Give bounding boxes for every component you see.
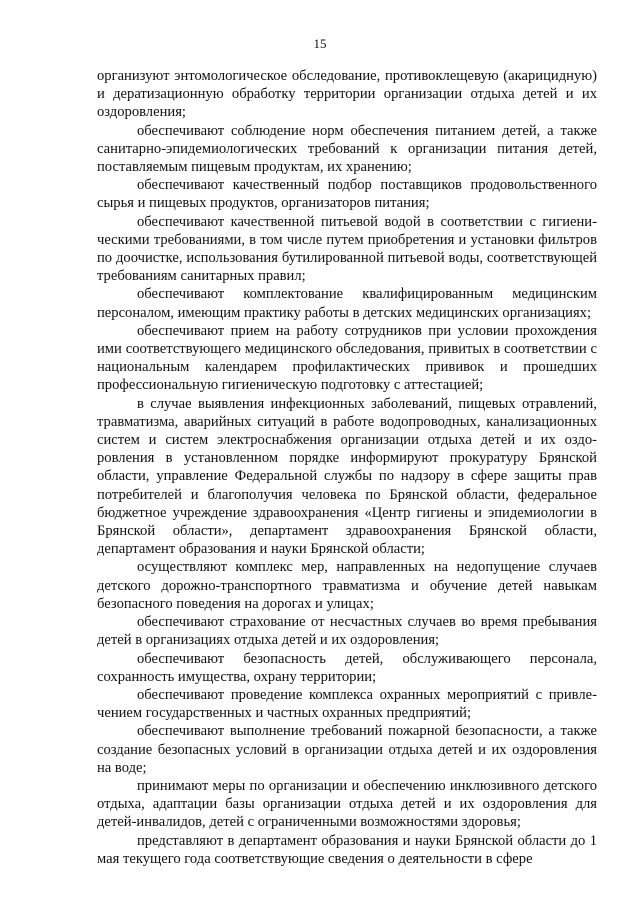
paragraph-8: осуществляют комплекс мер, направленных на недопущение случаев детского дорожно-транспортного травматизма и обучение детей навыкам безопасного поведения на дорогах и улицах; bbox=[97, 559, 597, 612]
paragraph-11: обеспечивают проведение комплекса охранных мероприятий с привлечением государственных и частных охранных предприятий; bbox=[97, 686, 597, 722]
paragraph-4: обеспечивают качественной питьевой водой в соответствии с гигиеническими требованиями, в том числе путем приобретения и установки фильтров по доочистке, использования бутилированной питьевой воды, соответствующей требованиям санитарных правил; bbox=[97, 213, 597, 285]
paragraph-6: обеспечивают прием на работу сотрудников при условии прохождения ими соответствующего медицинского обследования, привитых в соответствии с национальным календарем профилактических прививок и прошедших профессиональную гигиеническую подготовку с аттестацией; bbox=[97, 322, 597, 394]
page-number: 15 bbox=[313, 36, 327, 51]
paragraph-13: принимают меры по организации и обеспечению инклюзивного детского отдыха, адаптации базы организации отдыха детей и их оздоровления для детей-инвалидов, детей с ограниченными возможностями здоровья; bbox=[97, 777, 597, 831]
paragraph-9: обеспечивают страхование от несчастных случаев во время пребывания детей в организациях отдыха детей и их оздоровления; bbox=[97, 614, 597, 649]
paragraph-10: обеспечивают безопасность детей, обслуживающего персонала, сохранность имущества, охрану территории; bbox=[97, 650, 597, 685]
document-body bbox=[97, 67, 597, 868]
paragraph-7: в случае выявления инфекционных заболеваний, пищевых отравлений, травматизма, аварийных ситуаций в работе водопроводных, канализационных систем и систем электроснабжения организации отдыха детей и их оздоровления в установленном порядке информируют прокуратуру Брянской области, управление Федеральной службы по надзору в сфере защиты прав потребителей и благополучия человека по Брянской области, федеральное бюджетное учреждение здравоохранения «Центр гигиены и эпидемиологии в Брянской области», департамент здравоохранения Брянской области, департамент образования и науки Брянской области; bbox=[97, 395, 597, 558]
paragraph-12: обеспечивают выполнение требований пожарной безопасности, а также создание безопасных условий в организации отдыха детей и их оздоровления на воде; bbox=[97, 723, 597, 776]
paragraph-5: обеспечивают комплектование квалифицированным медицинским персоналом, имеющим практику работы в детских медицинских организациях; bbox=[97, 286, 597, 321]
paragraph-1: организуют энтомологическое обследование, противоклещевую (акарицидную) и дератизационную обработку территории организации отдыха детей и их оздоровления; bbox=[97, 68, 597, 121]
paragraph-14: представляют в департамент образования и науки Брянской области до 1 мая текущего года соответствующие сведения о деятельности в сфере bbox=[97, 832, 597, 867]
paragraph-3: обеспечивают качественный подбор поставщиков продовольственного сырья и пищевых продуктов, организаторов питания; bbox=[97, 177, 597, 212]
paragraph-2: обеспечивают соблюдение норм обеспечения питанием детей, а также санитарно-эпидемиологических требований к организации питания детей, поставляемым пищевым продуктам, их хранению; bbox=[97, 122, 597, 176]
